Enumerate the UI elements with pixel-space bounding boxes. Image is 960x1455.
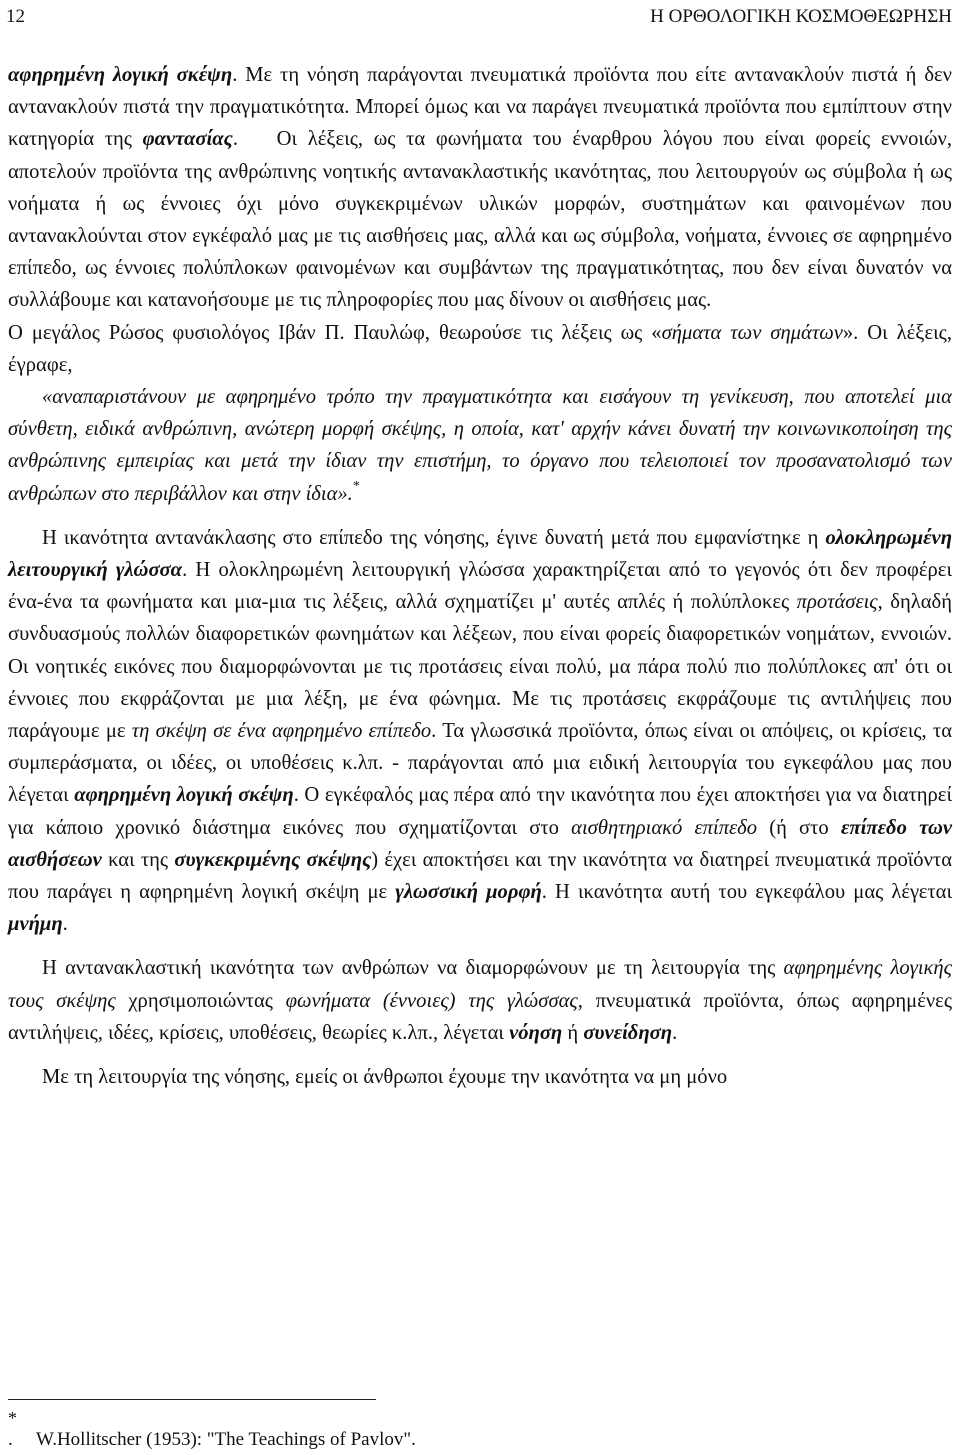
emphasis: επίπεδο των αισθήσεων	[8, 816, 952, 871]
emphasis: μνήμη	[8, 913, 63, 936]
body-text	[8, 59, 952, 1093]
emphasis: τη σκέψη σε ένα αφηρημένο επίπεδο	[131, 720, 432, 743]
emphasis: συνείδηση	[583, 1021, 673, 1044]
emphasis: αισθητηριακό επίπεδο	[571, 816, 758, 839]
emphasis: ολοκληρωμένη λειτουργική γλώσσα	[8, 526, 952, 582]
emphasis: σήματα των σημάτων	[661, 321, 843, 344]
paragraph-1: αφηρημένη λογική σκέψη. Με τη νόηση παράγονται πνευματικά προϊόντα που είτε αντανακλούν πιστά ή δεν αντανακλούν πιστά την πραγματικότητα. Μπορεί όμως και να παράγει πνευματικά προϊόντα που εμπίπτουν στην κατηγορία της φαντασίας. Οι λέξεις, ως τα φωνήματα του έναρθρου λόγου που είναι φορείς εννοιών, αποτελούν προϊόντα της ανθρώπινης νοητικής αντανακλαστικής ικανότητας, που λειτουργούν ως σύμβολα ή ως νοήματα ή ως έννοιες όχι μόνο συγκεκριμένων υλικών μορφών, συστημάτων και φαινομένων που αντανακλούνται στον εγκέφαλό μας με τις αισθήσεις μας, αλλά και ως σύμβολα, νοήματα, έννοιες σε αφηρημένο επίπεδο, ως έννοιες πολύπλοκων φαινομένων και συμβάντων της πραγματικότητας, που δεν είναι δυνατόν να συλλάβουμε και κατανοήσουμε με τις πληροφορίες που μας δίνουν οι αισθήσεις μας.	[8, 64, 952, 312]
footnote-mark: *	[8, 1408, 17, 1428]
paragraph-2: Ο μεγάλος Ρώσος φυσιολόγος Ιβάν Π. Παυλώφ, θεωρούσε τις λέξεις ως «σήματα των σημάτων». Οι λέξεις, έγραφε,	[8, 321, 952, 376]
emphasis: αφηρημένη λογική σκέψη	[74, 784, 294, 807]
emphasis: νόηση	[509, 1021, 563, 1044]
footnote-reference: *	[352, 478, 360, 494]
page-number: 12	[6, 6, 25, 27]
running-title: Η ΟΡΘΟΛΟΓΙΚΗ ΚΟΣΜΟΘΕΩΡΗΣΗ	[650, 6, 952, 27]
footnote-text: W.Hollitscher (1953): "The Teachings of Pavlov".	[36, 1429, 416, 1450]
emphasis: αφηρημένης λογικής τους σκέψης	[8, 957, 953, 1012]
paragraph-4: Η αντανακλαστική ικανότητα των ανθρώπων να διαμορφώνουν με τη λειτουργία της αφηρημένης λογικής τους σκέψης χρησιμοποιώντας φωνήματα (έννοιες) της γλώσσας, πνευματικά προϊόντα, όπως αφηρημένες αντιλήψεις, ιδέες, κρίσεις, υποθέσεις, θεωρίες κ.λπ., λέγεται νόηση ή συνείδηση.	[8, 957, 953, 1044]
footnote-divider	[8, 1399, 376, 1400]
emphasis: προτάσεις	[796, 591, 878, 614]
pavlov-quote: «αναπαριστάνουν με αφηρημένο τρόπο την πραγματικότητα και εισάγουν τη γενίκευση, που αποτελεί μια σύνθετη, ειδικά ανθρώπινη, ανώτερη μορφή σκέψης, η οποία, κατ' αρχήν κάνει δυνατή την κοινωνικοποίηση της ανθρώπινης εμπειρίας και μετά την ίδιαν την επιστήμη, το όργανο που τελειοποιεί τον προσανατολισμό των ανθρώπων στο περιβάλλον και στην ίδια».*	[8, 386, 952, 505]
emphasis: αφηρημένη λογική σκέψη	[8, 64, 233, 86]
footnote-dot: .	[8, 1429, 13, 1450]
emphasis: φαντασίας	[142, 128, 233, 151]
emphasis: συγκεκριμένης σκέψης	[174, 848, 372, 871]
emphasis: γλωσσική μορφή	[395, 881, 542, 904]
paragraph-3: Η ικανότητα αντανάκλασης στο επίπεδο της νόησης, έγινε δυνατή μετά που εμφανίστηκε η ολοκληρωμένη λειτουργική γλώσσα. Η ολοκληρωμένη λειτουργική γλώσσα χαρακτηρίζεται από το γεγονός ότι δεν προφέρει ένα-ένα τα φωνήματα και μια-μια τις λέξεις, αλλά σχηματίζει μ' αυτές απλές ή πολύπλοκες προτάσεις, δηλαδή συνδυασμούς πολλών διαφορετικών φωνημάτων και λέξεων, που είναι φορείς διαφορετικών νοημάτων, εννοιών. Οι νοητικές εικόνες που διαμορφώνονται με τις προτάσεις είναι πολύ, μα πάρα πολύ πιο πολύπλοκες απ' ότι οι έννοιες που εκφράζονται με μια λέξη, με ένα φώνημα. Με τις προτάσεις εκφράζουμε τις αντιλήψεις που παράγουμε με τη σκέψη σε ένα αφηρημένο επίπεδο. Τα γλωσσικά προϊόντα, όπως είναι οι απόψεις, οι κρίσεις, τα συμπεράσματα, οι ιδέες, οι υποθέσεις κ.λπ. - παράγονται από μια ειδική λειτουργία του εγκεφάλου μας που λέγεται αφηρημένη λογική σκέψη. Ο εγκέφαλός μας πέρα από την ικανότητα που έχει αποκτήσει για να διατηρεί για κάποιο χρονικό διάστημα εικόνες που σχηματίζονται στο αισθητηριακό επίπεδο (ή στο επίπεδο των αισθήσεων και της συγκεκριμένης σκέψης) έχει αποκτήσει και την ικανότητα να διατηρεί πνευματικά προϊόντα που παράγει η αφηρημένη λογική σκέψη με γλωσσική μορφή. Η ικανότητα αυτή του εγκεφάλου μας λέγεται μνήμη.	[8, 526, 953, 936]
emphasis: φωνήματα (έννοιες) της γλώσσας	[285, 989, 578, 1012]
page-header	[6, 0, 952, 34]
paragraph-5: Με τη λειτουργία της νόησης, εμείς οι άνθρωποι έχουμε την ικανότητα να μη μόνο	[42, 1066, 728, 1089]
